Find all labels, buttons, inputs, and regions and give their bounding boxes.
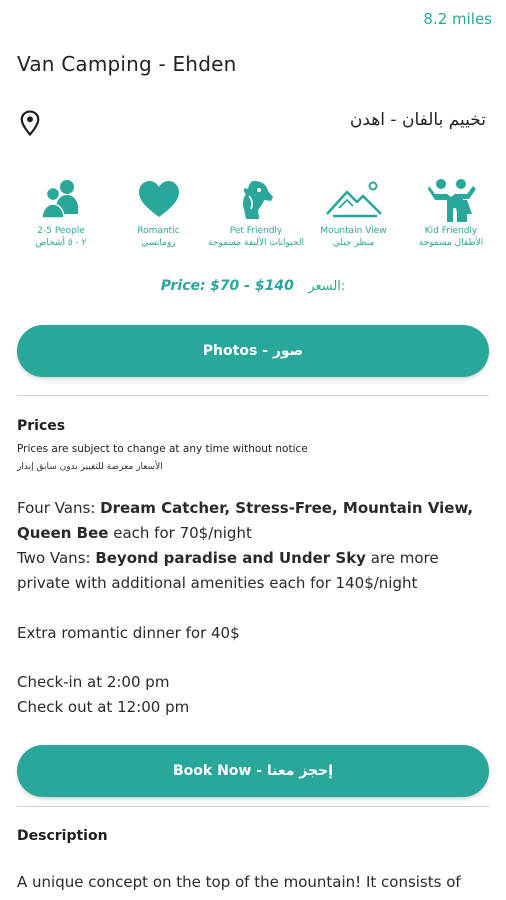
people-icon (39, 178, 83, 222)
feature-label: Romantic (137, 226, 180, 236)
pet-icon (234, 178, 278, 222)
divider (17, 395, 489, 396)
feature-people (18, 178, 104, 260)
feature-label: Kid Friendly (424, 226, 478, 236)
two-vans-text (17, 546, 493, 596)
two-vans-names: Beyond paradise and Under Sky (95, 549, 366, 567)
price-line (0, 278, 506, 294)
dinner-text: Extra romantic dinner for 40$ (17, 624, 240, 642)
price-value: $70 - $140 (210, 278, 294, 294)
feature-pet (208, 178, 304, 260)
price-label: Price: (160, 278, 206, 294)
feature-label-arabic: الأطفال مسموحة (418, 238, 484, 248)
feature-romantic (116, 178, 202, 260)
feature-mountain (311, 178, 397, 260)
book-now-button[interactable]: Book Now - إحجز معنا (17, 745, 489, 797)
divider (17, 806, 489, 807)
distance-label: 8.2 miles (423, 10, 492, 28)
price-label-arabic: السعر: (308, 279, 346, 294)
four-vans-suffix: each for 70$/night (108, 524, 252, 542)
checkin-text: Check-in at 2:00 pm (17, 673, 170, 691)
feature-label-arabic: منظر جبلي (332, 238, 375, 248)
feature-kids (408, 178, 494, 260)
price-note: Prices are subject to change at any time without notice (17, 443, 308, 455)
checkin-checkout (17, 670, 493, 720)
feature-label: 2-5 People (37, 226, 85, 236)
page-title: Van Camping - Ehden (17, 52, 237, 76)
price-note-arabic: الأسعار معرضة للتغيير بدون سابق إنذار (17, 462, 163, 472)
feature-label: Mountain View (320, 226, 387, 236)
four-vans-prefix: Four Vans: (17, 499, 101, 517)
photos-button[interactable]: Photos - صور (17, 325, 489, 377)
feature-label-arabic: الحيوانات الأليفة مسموحة (208, 238, 304, 248)
features-row (18, 178, 494, 260)
two-vans-suffix: are more private with additional amenities each for 140$/night (17, 549, 439, 592)
location-row[interactable] (17, 108, 496, 138)
feature-label-arabic: ٢ - ٥ أشخاص (35, 238, 87, 248)
kids-icon (426, 178, 476, 222)
mountain-icon (325, 178, 383, 222)
description-heading: Description (17, 828, 108, 844)
page-title-arabic: تخييم بالفان - اهدن (349, 110, 486, 130)
checkout-text: Check out at 12:00 pm (17, 698, 190, 716)
two-vans-prefix: Two Vans: (17, 549, 96, 567)
heart-icon (137, 178, 181, 222)
feature-label-arabic: رومانسي (141, 238, 176, 248)
feature-label: Pet Friendly (229, 226, 283, 236)
four-vans-text (17, 496, 493, 546)
description-text: A unique concept on the top of the mountain! It consists of (17, 873, 461, 891)
four-vans-names: Dream Catcher, Stress-Free, Mountain View, Queen Bee (17, 499, 474, 542)
location-pin-icon[interactable] (19, 110, 41, 136)
prices-heading: Prices (17, 418, 66, 434)
